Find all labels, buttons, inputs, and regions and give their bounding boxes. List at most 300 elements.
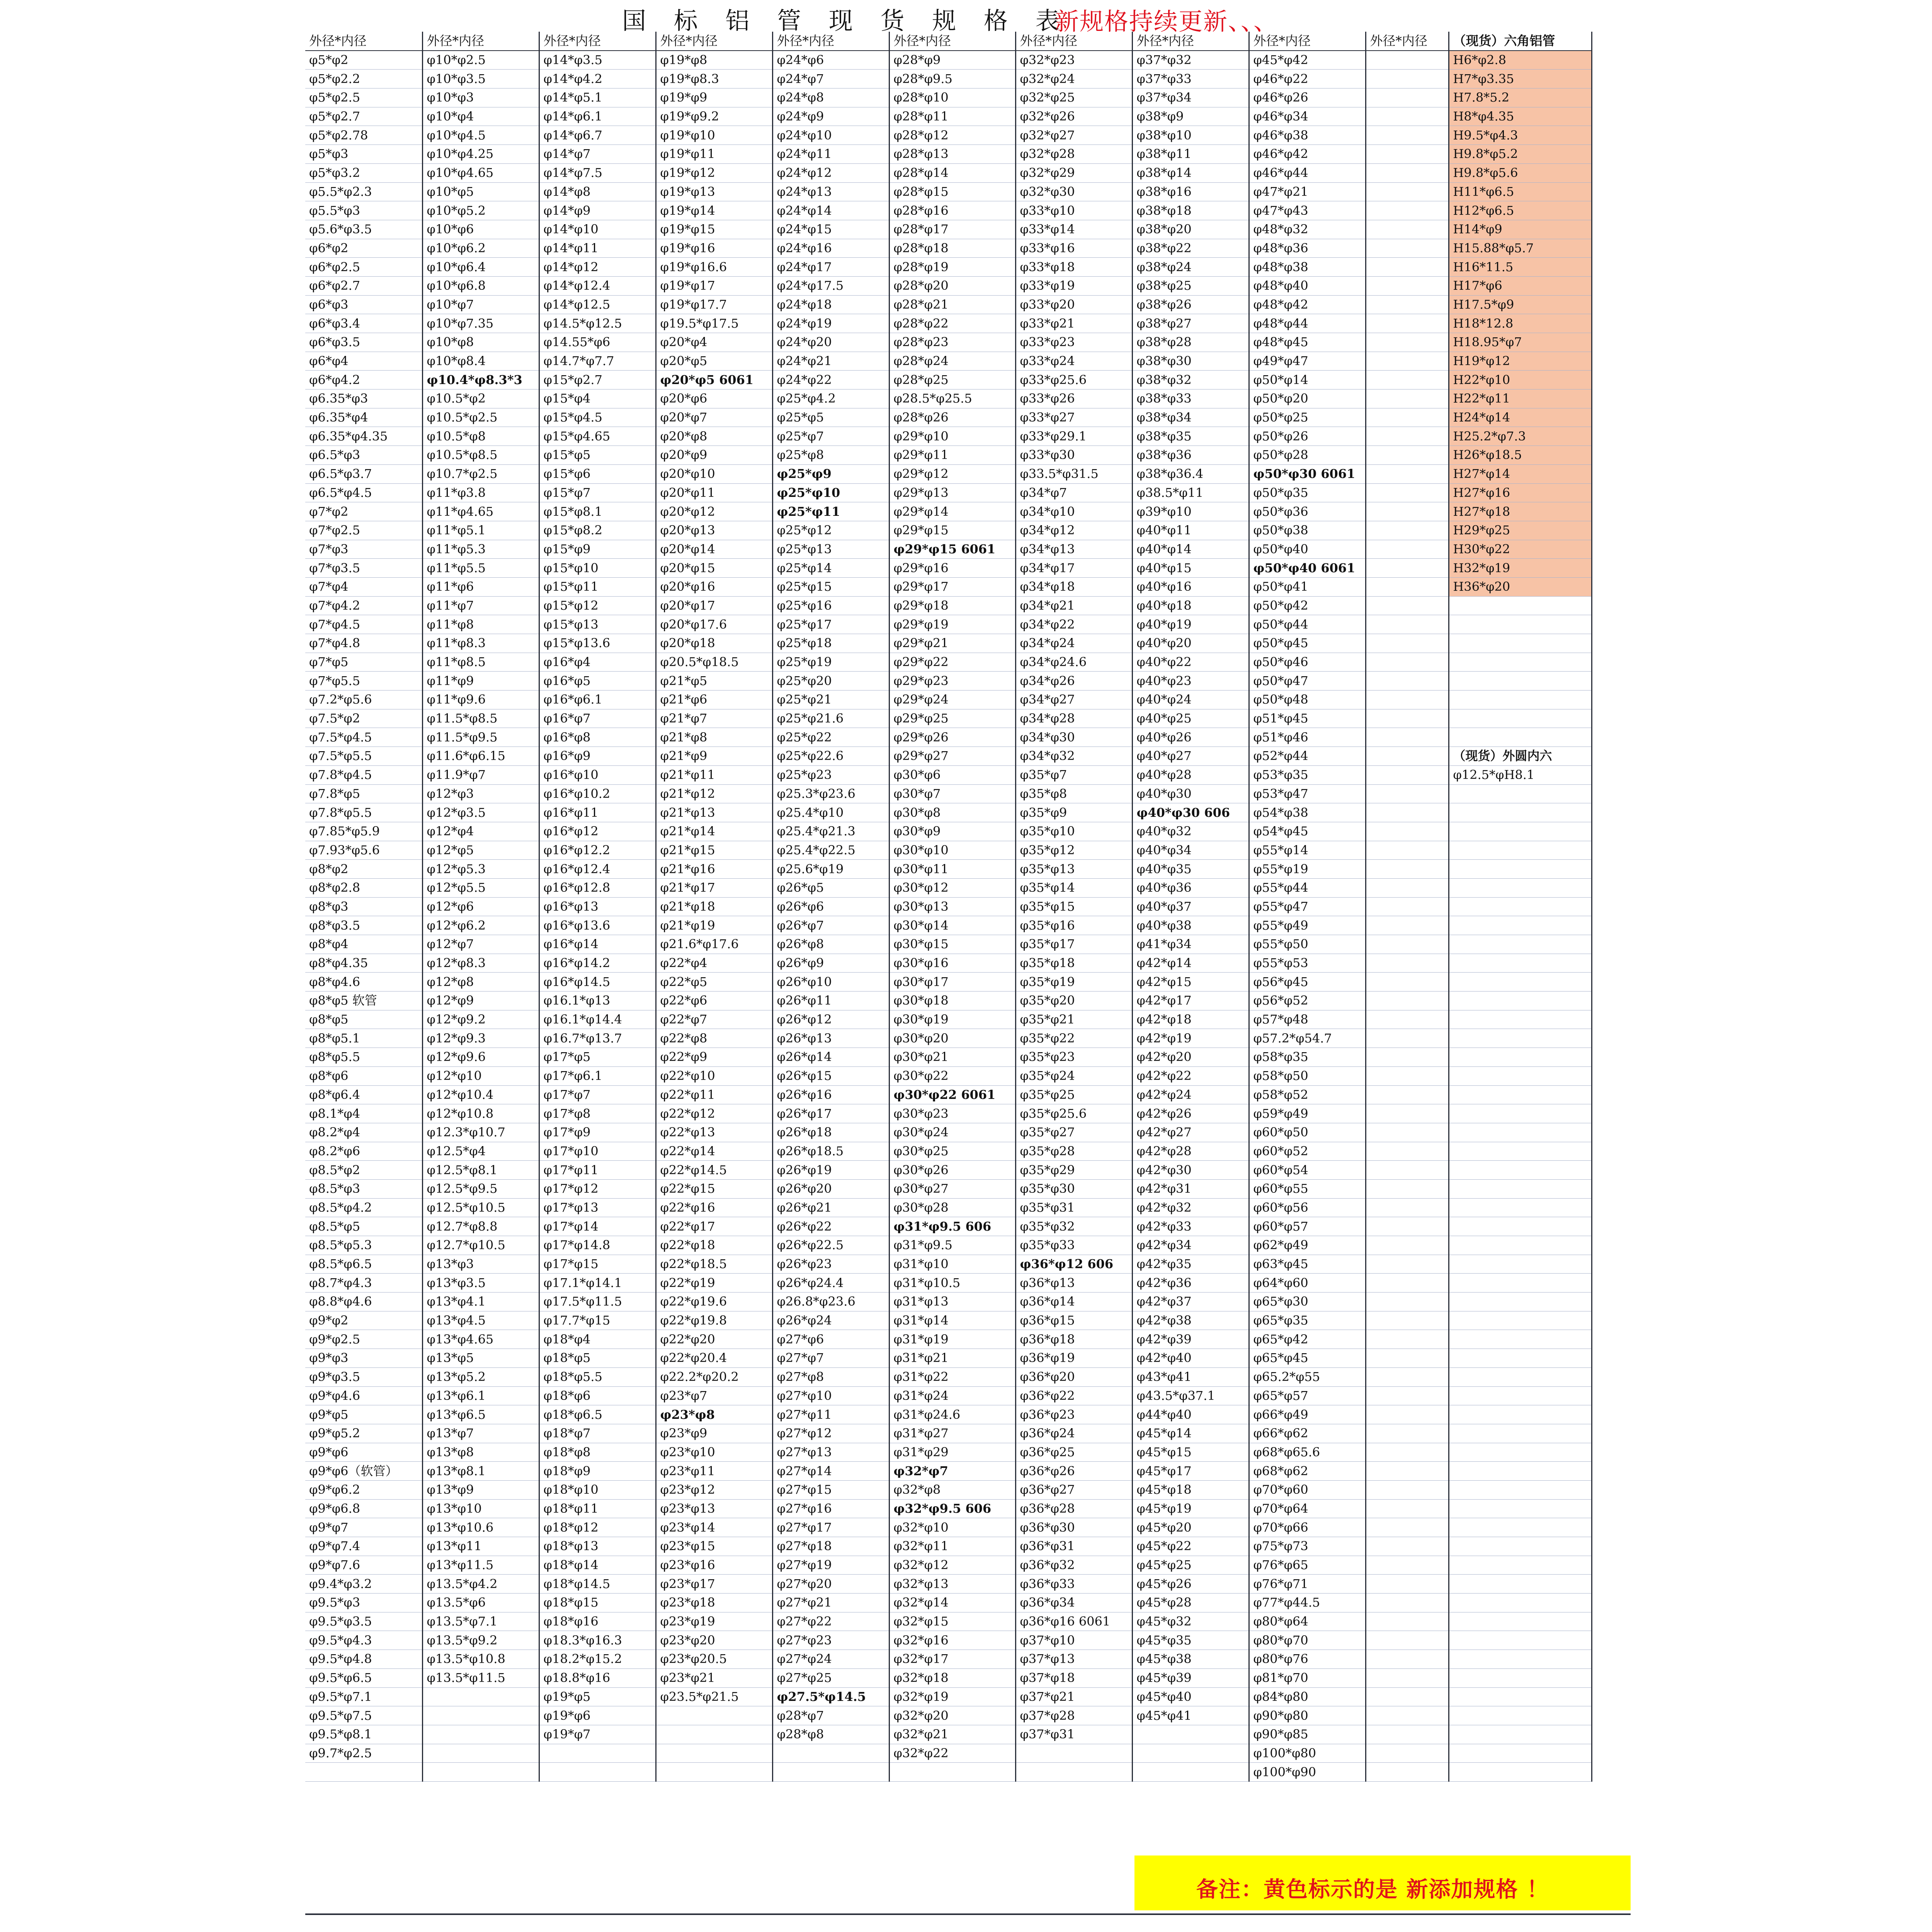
- spec-cell: φ17*φ12: [539, 1179, 656, 1198]
- spec-cell: φ22*φ14: [656, 1142, 772, 1161]
- spec-cell: φ27*φ16: [772, 1499, 889, 1518]
- spec-cell: φ36*φ13: [1015, 1274, 1132, 1293]
- empty-cell: [1366, 540, 1449, 559]
- spec-cell: φ50*φ28: [1249, 446, 1366, 465]
- spec-cell: φ17*φ14.8: [539, 1236, 656, 1255]
- spec-cell: φ10*φ3: [422, 88, 539, 107]
- spec-cell: φ58*φ52: [1249, 1085, 1366, 1104]
- spec-cell: φ55*φ44: [1249, 878, 1366, 897]
- spec-cell: φ58*φ50: [1249, 1066, 1366, 1085]
- spec-cell: φ38*φ35: [1132, 427, 1249, 446]
- table-row: [305, 1142, 1592, 1161]
- table-row: [305, 860, 1592, 879]
- empty-cell: [539, 1763, 656, 1782]
- spec-cell: φ18*φ15: [539, 1594, 656, 1612]
- spec-cell: φ22*φ18.5: [656, 1255, 772, 1274]
- spec-cell: φ6.5*φ4.5: [305, 483, 422, 502]
- spec-cell: φ26*φ18: [772, 1123, 889, 1142]
- spec-cell: φ9.5*φ4.8: [305, 1650, 422, 1669]
- spec-cell: φ28*φ25: [889, 371, 1015, 389]
- spec-cell: φ14*φ10: [539, 220, 656, 239]
- spec-cell: φ9*φ3: [305, 1349, 422, 1368]
- spec-cell: φ6*φ3.4: [305, 314, 422, 333]
- spec-cell: φ28.5*φ25.5: [889, 389, 1015, 408]
- spec-cell: φ9*φ5.2: [305, 1424, 422, 1443]
- spec-cell: φ15*φ4.65: [539, 427, 656, 446]
- spec-cell: φ9.5*φ6.5: [305, 1668, 422, 1687]
- spec-cell: φ40*φ19: [1132, 615, 1249, 634]
- spec-cell: φ38*φ28: [1132, 333, 1249, 352]
- empty-cell: [1366, 1066, 1449, 1085]
- spec-cell: φ13*φ5: [422, 1349, 539, 1368]
- spec-cell: φ8*φ4: [305, 935, 422, 954]
- spec-cell: φ32*φ8: [889, 1480, 1015, 1499]
- spec-cell: φ35*φ13: [1015, 860, 1132, 879]
- spec-cell: φ20*φ14: [656, 540, 772, 559]
- spec-cell: φ20*φ18: [656, 634, 772, 653]
- empty-cell: [1366, 1236, 1449, 1255]
- table-row: [305, 1462, 1592, 1481]
- spec-cell: φ6.5*φ3: [305, 446, 422, 465]
- spec-cell: φ30*φ19: [889, 1010, 1015, 1029]
- spec-cell: φ22*φ10: [656, 1066, 772, 1085]
- hex-spec-cell: H24*φ14: [1449, 408, 1592, 427]
- table-row: [305, 822, 1592, 841]
- empty-cell: [1366, 258, 1449, 277]
- spec-cell: φ12*φ3: [422, 784, 539, 803]
- column-header: 外径*内径: [1249, 32, 1366, 51]
- spec-cell: φ30*φ11: [889, 860, 1015, 879]
- hex-spec-cell: H15.88*φ5.7: [1449, 239, 1592, 258]
- spec-cell: φ24*φ10: [772, 126, 889, 145]
- empty-cell: [1366, 709, 1449, 728]
- spec-cell: φ24*φ17: [772, 258, 889, 277]
- spec-cell: φ33*φ14: [1015, 220, 1132, 239]
- empty-cell: [1015, 1763, 1132, 1782]
- spec-cell: φ23*φ7: [656, 1386, 772, 1405]
- spec-cell: φ15*φ9: [539, 540, 656, 559]
- spec-cell: φ34*φ28: [1015, 709, 1132, 728]
- empty-cell: [1449, 653, 1592, 672]
- table-row: [305, 1631, 1592, 1650]
- spec-cell: φ10*φ6: [422, 220, 539, 239]
- spec-cell: φ12.7*φ10.5: [422, 1236, 539, 1255]
- spec-cell: φ80*φ76: [1249, 1650, 1366, 1669]
- hex-spec-cell: H9.5*φ4.3: [1449, 126, 1592, 145]
- spec-cell: φ40*φ16: [1132, 577, 1249, 596]
- empty-cell: [1366, 1518, 1449, 1537]
- section-title: （现货）外圆内六: [1449, 747, 1592, 766]
- spec-cell: φ32*φ11: [889, 1537, 1015, 1556]
- spec-cell: φ21*φ18: [656, 897, 772, 916]
- empty-cell: [1449, 1405, 1592, 1424]
- spec-cell: φ12*φ10.4: [422, 1085, 539, 1104]
- empty-cell: [539, 1744, 656, 1763]
- spec-cell: φ45*φ42: [1249, 51, 1366, 70]
- empty-cell: [1449, 1349, 1592, 1368]
- spec-cell: φ38*φ22: [1132, 239, 1249, 258]
- spec-cell: φ36*φ25: [1015, 1443, 1132, 1462]
- spec-cell: φ22*φ20.4: [656, 1349, 772, 1368]
- spec-cell: φ20*φ10: [656, 464, 772, 483]
- empty-cell: [1449, 1123, 1592, 1142]
- spec-cell: φ28*φ19: [889, 258, 1015, 277]
- spec-cell: φ8.5*φ2: [305, 1161, 422, 1180]
- spec-cell: φ46*φ34: [1249, 107, 1366, 126]
- spec-cell: φ76*φ71: [1249, 1575, 1366, 1594]
- spec-cell: φ23*φ16: [656, 1556, 772, 1575]
- empty-cell: [1449, 1198, 1592, 1217]
- spec-cell: φ29*φ14: [889, 502, 1015, 521]
- spec-cell: φ28*φ24: [889, 352, 1015, 371]
- table-row: [305, 1010, 1592, 1029]
- empty-cell: [1366, 1161, 1449, 1180]
- table-row: [305, 314, 1592, 333]
- spec-cell: φ24*φ21: [772, 352, 889, 371]
- spec-cell: φ9*φ7.6: [305, 1556, 422, 1575]
- spec-cell: φ33*φ19: [1015, 276, 1132, 295]
- spec-cell: φ35*φ19: [1015, 973, 1132, 992]
- spec-cell: φ45*φ41: [1132, 1706, 1249, 1725]
- hex-spec-cell: H7*φ3.35: [1449, 70, 1592, 88]
- spec-cell: φ12*φ9.3: [422, 1029, 539, 1048]
- spec-cell: φ12.5*φ10.5: [422, 1198, 539, 1217]
- spec-cell: φ25.4*φ22.5: [772, 841, 889, 860]
- spec-cell: φ11.5*φ9.5: [422, 728, 539, 747]
- spec-cell: φ7*φ5.5: [305, 672, 422, 690]
- spec-cell: φ18*φ6: [539, 1386, 656, 1405]
- spec-cell: φ68*φ62: [1249, 1462, 1366, 1481]
- spec-cell: φ30*φ26: [889, 1161, 1015, 1180]
- spec-cell: φ11*φ5.1: [422, 521, 539, 540]
- empty-cell: [1366, 1104, 1449, 1123]
- spec-cell: φ100*φ80: [1249, 1744, 1366, 1763]
- empty-cell: [1366, 860, 1449, 879]
- column-header: 外径*内径: [1132, 32, 1249, 51]
- spec-cell: φ26*φ15: [772, 1066, 889, 1085]
- empty-cell: [1449, 728, 1592, 747]
- spec-cell: φ46*φ42: [1249, 145, 1366, 164]
- table-row: [305, 1594, 1592, 1612]
- spec-cell: φ30*φ16: [889, 954, 1015, 973]
- spec-cell: φ42*φ34: [1132, 1236, 1249, 1255]
- empty-cell: [1366, 352, 1449, 371]
- spec-cell: φ45*φ40: [1132, 1687, 1249, 1706]
- empty-cell: [656, 1763, 772, 1782]
- hex-spec-cell: H22*φ10: [1449, 371, 1592, 389]
- spec-cell: φ7.5*φ5.5: [305, 747, 422, 766]
- spec-cell: φ38*φ16: [1132, 182, 1249, 201]
- spec-cell: φ23*φ9: [656, 1424, 772, 1443]
- spec-cell: φ10*φ6.2: [422, 239, 539, 258]
- spec-cell: φ32*φ14: [889, 1594, 1015, 1612]
- spec-cell: φ17.5*φ11.5: [539, 1293, 656, 1311]
- spec-cell: φ15*φ11: [539, 577, 656, 596]
- spec-cell: φ26*φ10: [772, 973, 889, 992]
- spec-cell: φ14*φ11: [539, 239, 656, 258]
- spec-cell: φ36*φ24: [1015, 1424, 1132, 1443]
- empty-cell: [1366, 295, 1449, 314]
- spec-cell: φ17*φ15: [539, 1255, 656, 1274]
- spec-cell: φ36*φ31: [1015, 1537, 1132, 1556]
- spec-cell: φ13*φ9: [422, 1480, 539, 1499]
- spec-cell: φ19*φ17: [656, 276, 772, 295]
- spec-cell: φ80*φ70: [1249, 1631, 1366, 1650]
- spec-cell: φ26*φ24: [772, 1311, 889, 1330]
- spec-cell: φ14*φ7: [539, 145, 656, 164]
- hex-spec-cell: H17*φ6: [1449, 276, 1592, 295]
- spec-cell: φ70*φ66: [1249, 1518, 1366, 1537]
- section-title: （现货）六角铝管: [1449, 32, 1592, 51]
- spec-cell: φ37*φ32: [1132, 51, 1249, 70]
- spec-cell: φ60*φ57: [1249, 1217, 1366, 1236]
- spec-cell: φ16*φ14: [539, 935, 656, 954]
- table-row: [305, 1179, 1592, 1198]
- spec-cell: φ26*φ21: [772, 1198, 889, 1217]
- spec-cell: φ13*φ8: [422, 1443, 539, 1462]
- empty-cell: [1449, 634, 1592, 653]
- spec-cell: φ45*φ25: [1132, 1556, 1249, 1575]
- spec-cell: φ28*φ7: [772, 1706, 889, 1725]
- spec-cell: φ42*φ35: [1132, 1255, 1249, 1274]
- spec-cell: φ12.5*φ4: [422, 1142, 539, 1161]
- empty-cell: [1449, 690, 1592, 709]
- table-row: [305, 916, 1592, 935]
- spec-cell: φ9.7*φ2.5: [305, 1744, 422, 1763]
- empty-cell: [1449, 1687, 1592, 1706]
- spec-cell: φ50*φ26: [1249, 427, 1366, 446]
- empty-cell: [1366, 1575, 1449, 1594]
- spec-cell: φ70*φ64: [1249, 1499, 1366, 1518]
- spec-cell: φ42*φ32: [1132, 1198, 1249, 1217]
- spec-cell: φ50*φ25: [1249, 408, 1366, 427]
- spec-cell: φ6*φ2.7: [305, 276, 422, 295]
- spec-cell: φ16*φ13: [539, 897, 656, 916]
- spec-cell: φ25*φ15: [772, 577, 889, 596]
- spec-cell: φ35*φ24: [1015, 1066, 1132, 1085]
- spec-cell: φ42*φ33: [1132, 1217, 1249, 1236]
- empty-cell: [1366, 935, 1449, 954]
- spec-cell: φ45*φ20: [1132, 1518, 1249, 1537]
- spec-cell: φ23*φ14: [656, 1518, 772, 1537]
- empty-cell: [1449, 1161, 1592, 1180]
- spec-cell: φ55*φ53: [1249, 954, 1366, 973]
- spec-cell: φ25*φ8: [772, 446, 889, 465]
- empty-cell: [1449, 1631, 1592, 1650]
- spec-cell: φ24*φ7: [772, 70, 889, 88]
- empty-cell: [656, 1744, 772, 1763]
- spec-cell: φ48*φ40: [1249, 276, 1366, 295]
- spec-cell: φ22*φ7: [656, 1010, 772, 1029]
- spec-cell: φ26*φ11: [772, 992, 889, 1010]
- spec-cell: φ33*φ23: [1015, 333, 1132, 352]
- spec-cell: φ35*φ32: [1015, 1217, 1132, 1236]
- spec-cell: φ46*φ22: [1249, 70, 1366, 88]
- spec-cell: φ45*φ22: [1132, 1537, 1249, 1556]
- spec-cell: φ45*φ32: [1132, 1612, 1249, 1631]
- empty-cell: [1366, 992, 1449, 1010]
- spec-cell: φ20*φ17.6: [656, 615, 772, 634]
- spec-cell: φ10*φ7: [422, 295, 539, 314]
- spec-cell: φ42*φ24: [1132, 1085, 1249, 1104]
- spec-cell: φ45*φ39: [1132, 1668, 1249, 1687]
- spec-cell: φ16*φ11: [539, 803, 656, 822]
- spec-cell: φ81*φ70: [1249, 1668, 1366, 1687]
- spec-cell: φ40*φ34: [1132, 841, 1249, 860]
- spec-cell: φ18*φ9: [539, 1462, 656, 1481]
- spec-cell: φ60*φ56: [1249, 1198, 1366, 1217]
- spec-cell: φ22*φ14.5: [656, 1161, 772, 1180]
- empty-cell: [1366, 747, 1449, 766]
- table-row: [305, 145, 1592, 164]
- spec-cell: φ38*φ9: [1132, 107, 1249, 126]
- spec-cell: φ22*φ20: [656, 1330, 772, 1349]
- spec-cell: φ30*φ6: [889, 765, 1015, 784]
- spec-cell: φ65*φ45: [1249, 1349, 1366, 1368]
- spec-cell: φ10*φ7.35: [422, 314, 539, 333]
- spec-cell: φ29*φ23: [889, 672, 1015, 690]
- spec-cell: φ28*φ8: [772, 1725, 889, 1744]
- empty-cell: [1366, 163, 1449, 182]
- spec-cell: φ32*φ30: [1015, 182, 1132, 201]
- spec-cell: φ20*φ6: [656, 389, 772, 408]
- empty-cell: [1366, 1405, 1449, 1424]
- spec-cell: φ32*φ25: [1015, 88, 1132, 107]
- spec-cell: φ42*φ15: [1132, 973, 1249, 992]
- spec-cell: φ22*φ6: [656, 992, 772, 1010]
- spec-cell: φ9*φ6.8: [305, 1499, 422, 1518]
- spec-cell: φ34*φ12: [1015, 521, 1132, 540]
- spec-cell: φ13*φ3: [422, 1255, 539, 1274]
- empty-cell: [1366, 1293, 1449, 1311]
- table-row: [305, 1255, 1592, 1274]
- spec-cell: φ17*φ7: [539, 1085, 656, 1104]
- empty-cell: [1366, 1650, 1449, 1669]
- spec-cell: φ20*φ16: [656, 577, 772, 596]
- empty-cell: [1449, 1462, 1592, 1481]
- spec-cell: φ49*φ47: [1249, 352, 1366, 371]
- spec-cell: φ8.2*φ6: [305, 1142, 422, 1161]
- empty-cell: [1449, 1104, 1592, 1123]
- spec-cell: φ21*φ13: [656, 803, 772, 822]
- spec-cell: φ21*φ5: [656, 672, 772, 690]
- spec-cell: φ62*φ49: [1249, 1236, 1366, 1255]
- spec-cell: φ12.7*φ8.8: [422, 1217, 539, 1236]
- sheet-title: 国 标 铝 管 现 货 规 格 表: [622, 7, 1070, 35]
- spec-cell: φ16.1*φ13: [539, 992, 656, 1010]
- empty-cell: [1449, 1255, 1592, 1274]
- spec-cell: φ24*φ16: [772, 239, 889, 258]
- spec-cell: φ25*φ7: [772, 427, 889, 446]
- spec-cell: φ24*φ11: [772, 145, 889, 164]
- spec-cell: φ36*φ16 6061: [1015, 1612, 1132, 1631]
- spec-cell: φ9*φ6.2: [305, 1480, 422, 1499]
- spec-cell: φ7.8*φ5: [305, 784, 422, 803]
- spec-cell: φ12.5*φH8.1: [1449, 765, 1592, 784]
- spec-cell: φ28*φ15: [889, 182, 1015, 201]
- spec-cell: φ10.5*φ2: [422, 389, 539, 408]
- spec-cell: φ56*φ52: [1249, 992, 1366, 1010]
- spec-cell: φ7*φ4.5: [305, 615, 422, 634]
- spec-cell: φ13*φ4.1: [422, 1293, 539, 1311]
- spec-cell: φ7*φ2: [305, 502, 422, 521]
- table-row: [305, 239, 1592, 258]
- spec-cell: φ34*φ32: [1015, 747, 1132, 766]
- spec-cell: φ40*φ32: [1132, 822, 1249, 841]
- empty-cell: [1366, 1048, 1449, 1067]
- spec-cell: φ57.2*φ54.7: [1249, 1029, 1366, 1048]
- hex-spec-cell: H36*φ20: [1449, 577, 1592, 596]
- spec-cell: φ40*φ36: [1132, 878, 1249, 897]
- spec-cell: φ9*φ4.6: [305, 1386, 422, 1405]
- empty-cell: [1449, 1236, 1592, 1255]
- table-row: [305, 1293, 1592, 1311]
- spec-cell: φ17*φ10: [539, 1142, 656, 1161]
- empty-cell: [1366, 371, 1449, 389]
- spec-cell: φ28*φ22: [889, 314, 1015, 333]
- spec-cell: φ35*φ20: [1015, 992, 1132, 1010]
- spec-cell: φ35*φ8: [1015, 784, 1132, 803]
- spec-cell: φ38*φ34: [1132, 408, 1249, 427]
- spec-cell: φ65*φ57: [1249, 1386, 1366, 1405]
- spec-cell: φ16*φ12.8: [539, 878, 656, 897]
- spec-cell: φ42*φ18: [1132, 1010, 1249, 1029]
- empty-cell: [1449, 803, 1592, 822]
- empty-cell: [1366, 88, 1449, 107]
- spec-sheet: [305, 0, 1631, 1917]
- spec-cell: φ35*φ16: [1015, 916, 1132, 935]
- spec-cell: φ19.5*φ17.5: [656, 314, 772, 333]
- spec-cell: φ43*φ41: [1132, 1367, 1249, 1386]
- spec-cell: φ64*φ60: [1249, 1274, 1366, 1293]
- empty-cell: [1366, 1706, 1449, 1725]
- spec-cell: φ7*φ3.5: [305, 559, 422, 578]
- spec-cell: φ16*φ14.2: [539, 954, 656, 973]
- table-row: [305, 1499, 1592, 1518]
- spec-cell: φ21*φ11: [656, 765, 772, 784]
- empty-cell: [1366, 1255, 1449, 1274]
- spec-cell: φ12*φ5.3: [422, 860, 539, 879]
- spec-cell: φ16*φ13.6: [539, 916, 656, 935]
- spec-cell: φ23*φ11: [656, 1462, 772, 1481]
- spec-cell: φ32*φ19: [889, 1687, 1015, 1706]
- table-row: [305, 1274, 1592, 1293]
- table-row: [305, 1556, 1592, 1575]
- table-row: [305, 88, 1592, 107]
- spec-cell: φ33*φ10: [1015, 201, 1132, 220]
- spec-cell: φ20*φ7: [656, 408, 772, 427]
- empty-cell: [305, 1763, 422, 1782]
- spec-cell: φ22*φ16: [656, 1198, 772, 1217]
- spec-cell: φ16*φ7: [539, 709, 656, 728]
- spec-cell: φ14*φ5.1: [539, 88, 656, 107]
- spec-cell: φ26*φ8: [772, 935, 889, 954]
- spec-cell: φ24*φ20: [772, 333, 889, 352]
- spec-cell: φ11.9*φ7: [422, 765, 539, 784]
- spec-cell: φ27*φ10: [772, 1386, 889, 1405]
- spec-cell: φ51*φ45: [1249, 709, 1366, 728]
- spec-cell: φ38*φ24: [1132, 258, 1249, 277]
- spec-cell: φ29*φ13: [889, 483, 1015, 502]
- spec-cell: φ26*φ9: [772, 954, 889, 973]
- spec-cell: φ42*φ37: [1132, 1293, 1249, 1311]
- spec-cell: φ12*φ5.5: [422, 878, 539, 897]
- spec-cell: φ13*φ6.5: [422, 1405, 539, 1424]
- spec-cell: φ31*φ27: [889, 1424, 1015, 1443]
- empty-cell: [1449, 596, 1592, 615]
- spec-cell: φ10.5*φ8.5: [422, 446, 539, 465]
- spec-cell: φ22*φ18: [656, 1236, 772, 1255]
